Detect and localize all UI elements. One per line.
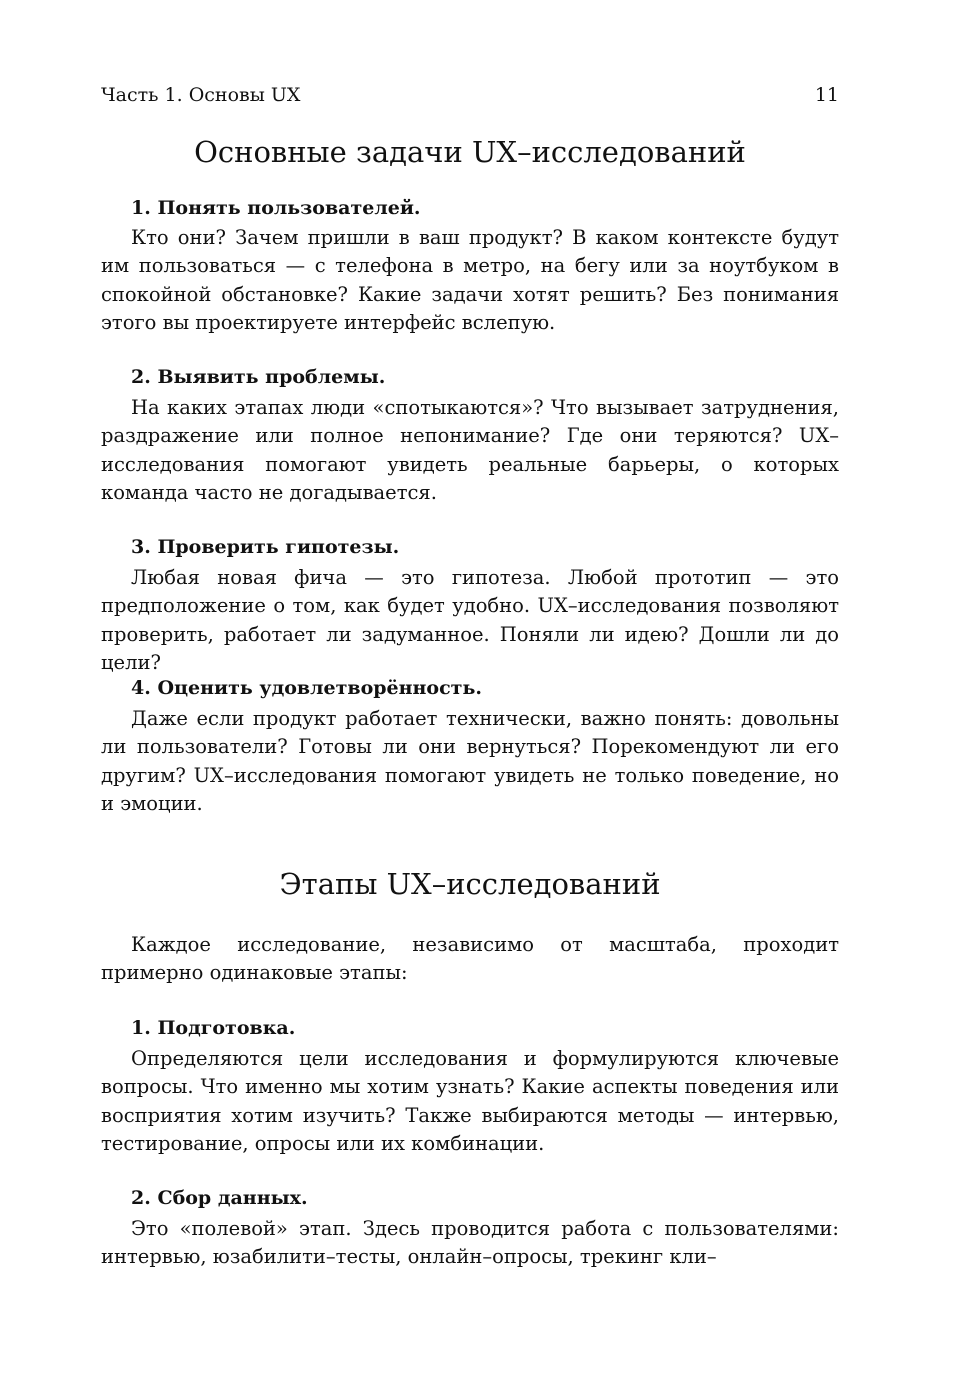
section-title-goals: Основные задачи UX–исследований: [194, 135, 746, 169]
item-heading: 2. Выявить проблемы.: [131, 366, 386, 388]
item-heading: 1. Понять пользователей.: [131, 197, 421, 219]
item-heading: 2. Сбор данных.: [131, 1187, 308, 1209]
intro-paragraph: Каждое исследование, независимо от масштаба, проходит примерно одинаковые этапы:: [101, 933, 839, 985]
paragraph: На каких этапах люди «спотыкаются»? Что вызывает затруднения, раздражение или полное непонимание? Где они теряются? UX–исследования помогают увидеть реальные барьеры, о которых команда часто не догадывается.: [101, 396, 839, 504]
page-number: 11: [814, 84, 839, 106]
paragraph: Это «полевой» этап. Здесь проводится работа с пользователями: интервью, юзабилити–тесты, онлайн–опросы, трекинг кли–: [101, 1217, 839, 1269]
section-title-stages: Этапы UX–исследований: [279, 867, 661, 901]
running-head: [101, 84, 839, 112]
item-heading: 4. Оценить удовлетворённость.: [131, 677, 482, 699]
chapter-title: Часть 1. Основы UX: [101, 84, 301, 106]
item-heading: 1. Подготовка.: [131, 1017, 296, 1039]
paragraph: Кто они? Зачем пришли в ваш продукт? В каком контексте будут им пользоваться — с телефона в метро, на бегу или за ноутбуком в спокойной обстановке? Какие задачи хотят решить? Без понимания этого вы проектируете интерфейс вслепую.: [101, 226, 839, 334]
item-heading: 3. Проверить гипотезы.: [131, 536, 400, 558]
paragraph: Любая новая фича — это гипотеза. Любой прототип — это предположение о том, как будет удобно. UX–исследования позволяют проверить, работает ли задуманное. Поняли ли идею? Дошли ли до цели?: [101, 566, 839, 674]
paragraph: Определяются цели исследования и формулируются ключевые вопросы. Что именно мы хотим узнать? Какие аспекты поведения или восприятия хотим изучить? Также выбираются методы — интервью, тестирование, опросы или их комбинации.: [101, 1047, 839, 1155]
paragraph: Даже если продукт работает технически, важно понять: довольны ли пользователи? Готовы ли они вернуться? Порекомендуют ли его другим? UX–исследования помогают увидеть не только поведение, но и эмоции.: [101, 707, 839, 815]
